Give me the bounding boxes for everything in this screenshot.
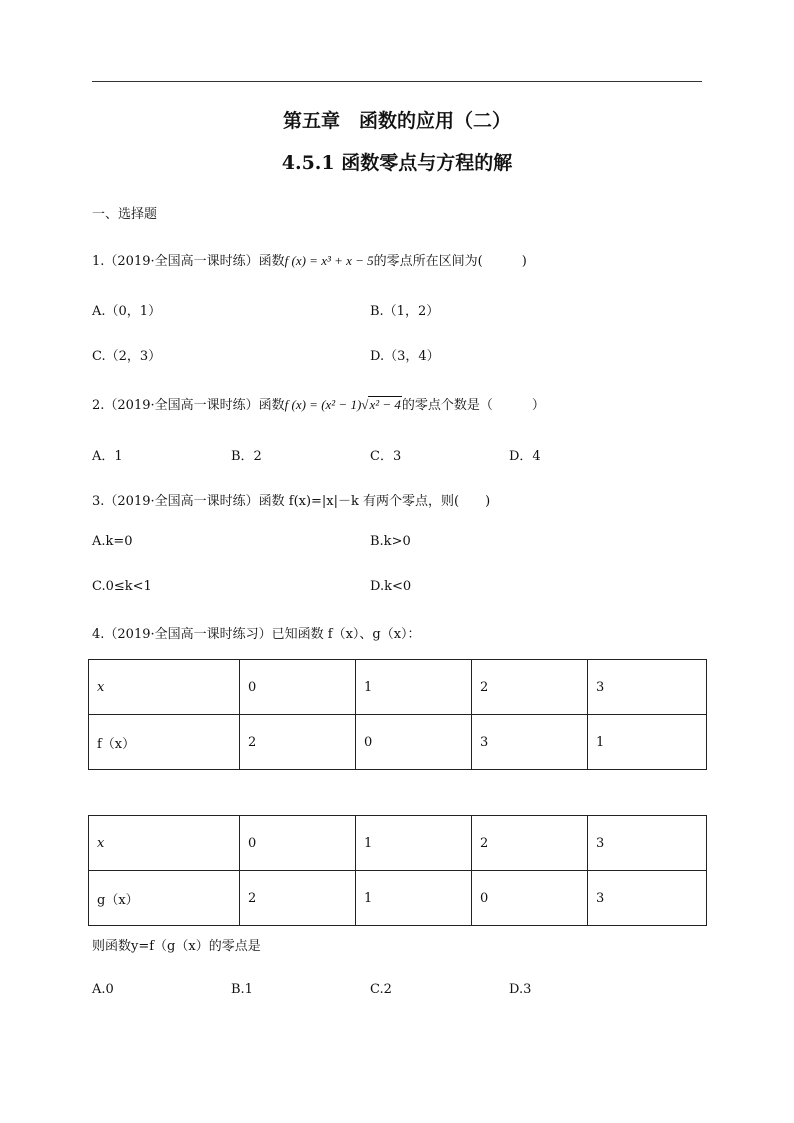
question-3-option-a: A.k=0 <box>92 534 133 549</box>
question-3-option-c: C.0≤k<1 <box>92 579 152 594</box>
question-2-option-c: C．3 <box>370 449 402 464</box>
question-2-suffix: 的零点个数是（ ） <box>401 398 545 413</box>
question-1-prefix: 1.（2019·全国高一课时练）函数 <box>92 254 285 269</box>
table-cell: 3 <box>472 715 588 770</box>
table-cell: 2 <box>472 816 588 871</box>
question-4-option-b: B.1 <box>231 982 253 997</box>
question-1-stem <box>92 250 527 269</box>
question-3-option-d: D.k<0 <box>370 579 412 594</box>
question-4-option-c: C.2 <box>370 982 392 997</box>
table-cell: 3 <box>588 871 707 926</box>
table-row <box>89 715 707 770</box>
question-2-option-b: B．2 <box>231 449 262 464</box>
table-g <box>88 815 707 926</box>
table-cell: x <box>89 816 240 871</box>
question-2-function-lhs: f (x) = (x² − 1) <box>284 397 362 412</box>
table-row <box>89 816 707 871</box>
chapter-title: 第五章 函数的应用（二） <box>282 110 511 132</box>
question-1-function-lhs: f (x) = <box>284 253 322 268</box>
question-2-option-d: D．4 <box>509 449 541 464</box>
question-2-stem: 2.（2019·全国高一课时练）函数f (x) = (x² − 1)√x² − 4的零点个数是（ ） <box>92 397 545 413</box>
table-cell: 2 <box>240 871 356 926</box>
table-cell: 1 <box>356 660 472 715</box>
section-title: 4.5.1 函数零点与方程的解 <box>281 152 513 174</box>
question-2-radicand: x² − 4 <box>369 397 401 412</box>
table-row <box>89 871 707 926</box>
table-cell: 3 <box>588 660 707 715</box>
table-f <box>88 659 707 770</box>
question-4-option-d: D.3 <box>509 982 532 997</box>
question-3-stem: 3.（2019·全国高一课时练）函数 f(x)=|x|－k 有两个零点，则( ) <box>92 494 491 509</box>
table-cell: 1 <box>356 871 472 926</box>
section-label: 一、选择题 <box>92 207 158 222</box>
table-cell: x <box>89 660 240 715</box>
question-1-option-b: B.（1，2） <box>370 304 440 319</box>
table-cell: f（x） <box>89 715 240 770</box>
table-cell: g（x） <box>89 871 240 926</box>
question-1-option-d: D.（3，4） <box>370 349 440 364</box>
table-cell: 1 <box>356 816 472 871</box>
table-cell: 0 <box>240 660 356 715</box>
question-4-question: 则函数y=f（g（x）的零点是 <box>92 939 261 954</box>
table-cell: 0 <box>240 816 356 871</box>
table-cell: 3 <box>588 816 707 871</box>
question-1-option-a: A.（0，1） <box>92 304 162 319</box>
question-2-prefix: 2.（2019·全国高一课时练）函数 <box>92 398 285 413</box>
table-cell: 0 <box>472 871 588 926</box>
question-1-option-c: C.（2，3） <box>92 349 162 364</box>
table-cell: 2 <box>240 715 356 770</box>
question-3-option-b: B.k>0 <box>370 534 411 549</box>
question-1-suffix: 的零点所在区间为( ) <box>373 254 527 269</box>
header-rule <box>92 81 702 82</box>
table-cell: 2 <box>472 660 588 715</box>
table-row <box>89 660 707 715</box>
question-1-function-rhs: x³ + x − 5 <box>321 253 374 268</box>
question-2-option-a: A．1 <box>92 449 123 464</box>
question-4-option-a: A.0 <box>92 982 114 997</box>
question-4-stem: 4.（2019·全国高一课时练习）已知函数 f（x）、g（x）： <box>92 627 421 642</box>
table-cell: 0 <box>356 715 472 770</box>
table-cell: 1 <box>588 715 707 770</box>
